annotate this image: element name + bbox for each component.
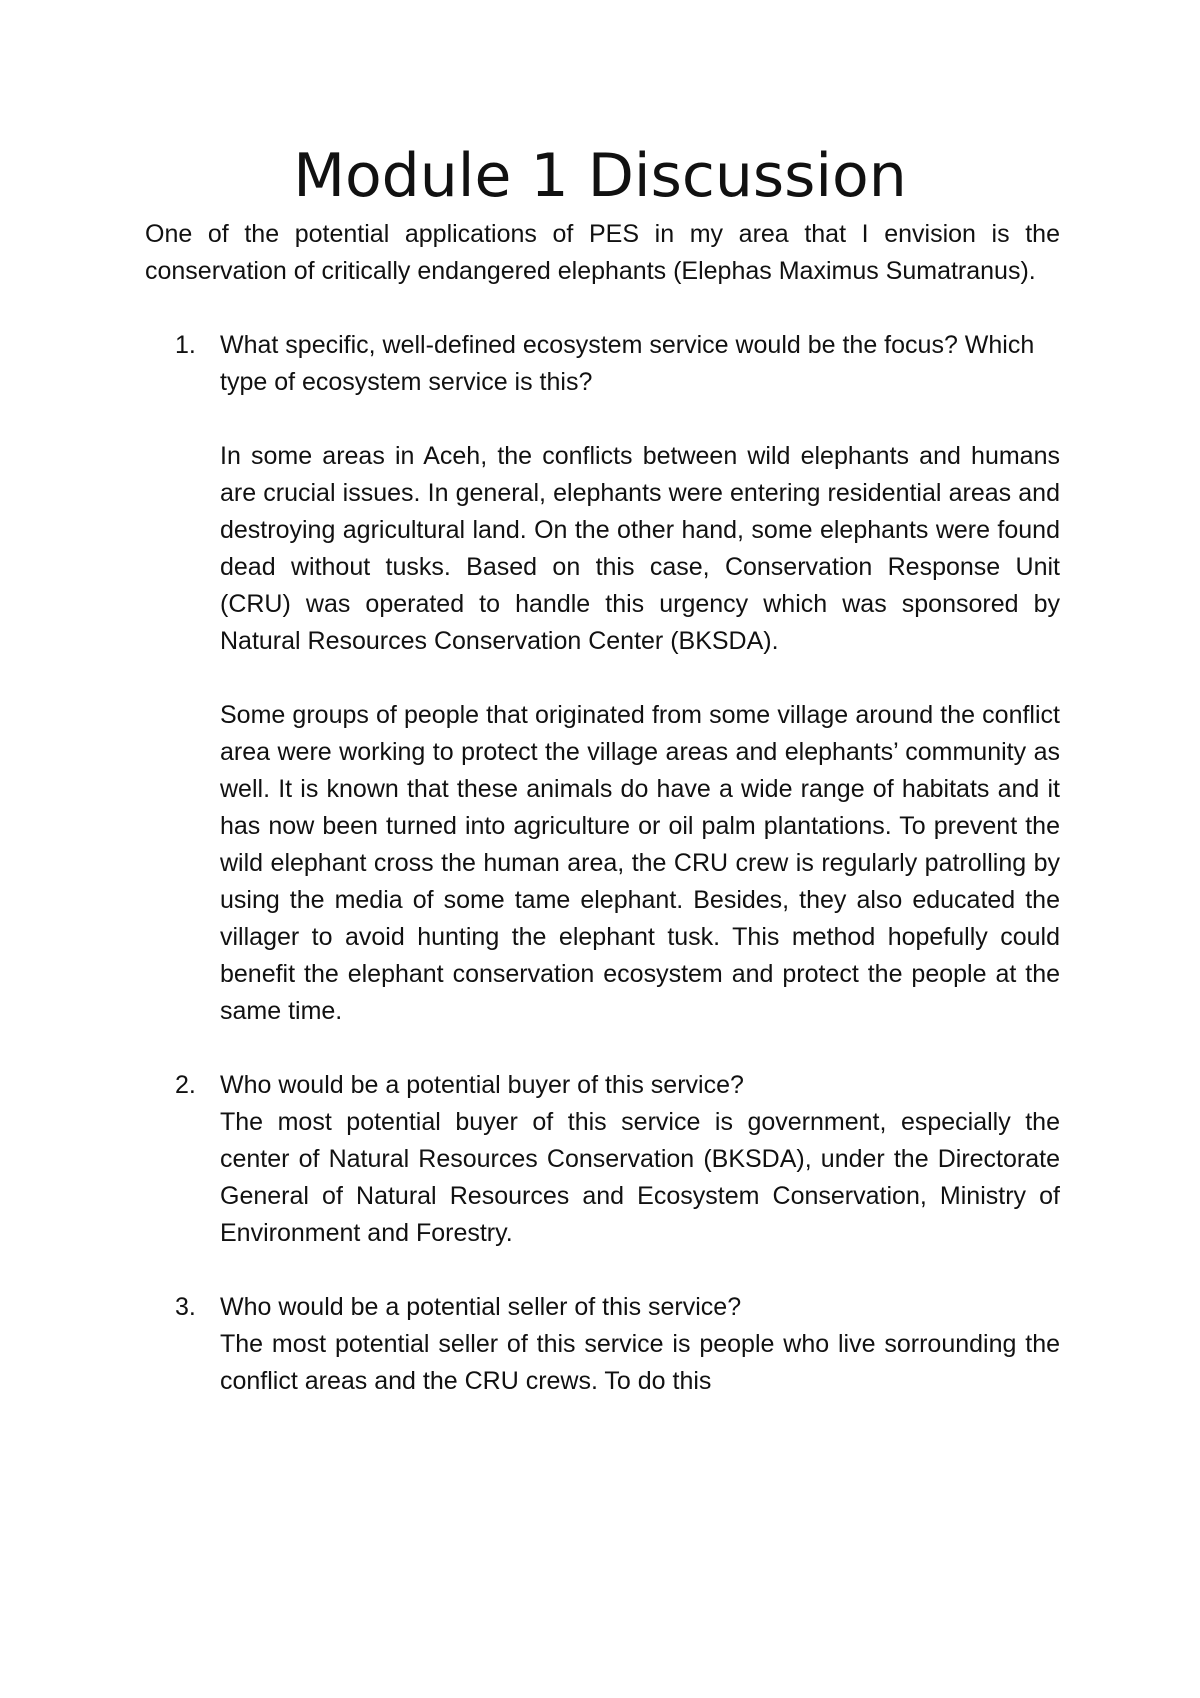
answer-paragraph: The most potential seller of this service is people who live sorrounding the conflict areas and the CRU crews. To do this [220, 1330, 1060, 1395]
answer-paragraph: The most potential buyer of this service is government, especially the center of Natural Resources Conservation (BKSDA), under the Directorate General of Natural Resources and Ecosystem Conservation, Ministry of Environment and Forestry. [220, 1108, 1060, 1247]
question-text: Who would be a potential buyer of this service? [220, 1071, 744, 1099]
intro-paragraph: One of the potential applications of PES in my area that I envision is the conservation of critically endangered elephants (Elephas Maximus Sumatranus). [145, 220, 1060, 285]
question-text: Who would be a potential seller of this service? [220, 1293, 742, 1321]
question-item-3 [145, 1289, 1060, 1400]
question-item-2 [145, 1067, 1060, 1252]
question-number: 1. [175, 331, 196, 359]
document-body [145, 216, 1060, 1400]
document-title: Module 1 Discussion [293, 141, 907, 211]
question-number: 3. [175, 1293, 196, 1321]
answer-paragraph: In some areas in Aceh, the conflicts between wild elephants and humans are crucial issues. In general, elephants were entering residential areas and destroying agricultural land. On the other hand, some elephants were found dead without tusks. Based on this case, Conservation Response Unit (CRU) was operated to handle this urgency which was sponsored by Natural Resources Conservation Center (BKSDA). [220, 442, 1060, 655]
answer-paragraph: Some groups of people that originated from some village around the conflict area were working to protect the village areas and elephants’ community as well. It is known that these animals do have a wide range of habitats and it has now been turned into agriculture or oil palm plantations. To prevent the wild elephant cross the human area, the CRU crew is regularly patrolling by using the media of some tame elephant. Besides, they also educated the villager to avoid hunting the elephant tusk. This method hopefully could benefit the elephant conservation ecosystem and protect the people at the same time. [220, 701, 1060, 1025]
question-item-1 [145, 327, 1060, 1030]
question-number: 2. [175, 1071, 196, 1099]
question-text: What specific, well-defined ecosystem service would be the focus? Which type of ecosystem service is this? [220, 331, 1035, 396]
